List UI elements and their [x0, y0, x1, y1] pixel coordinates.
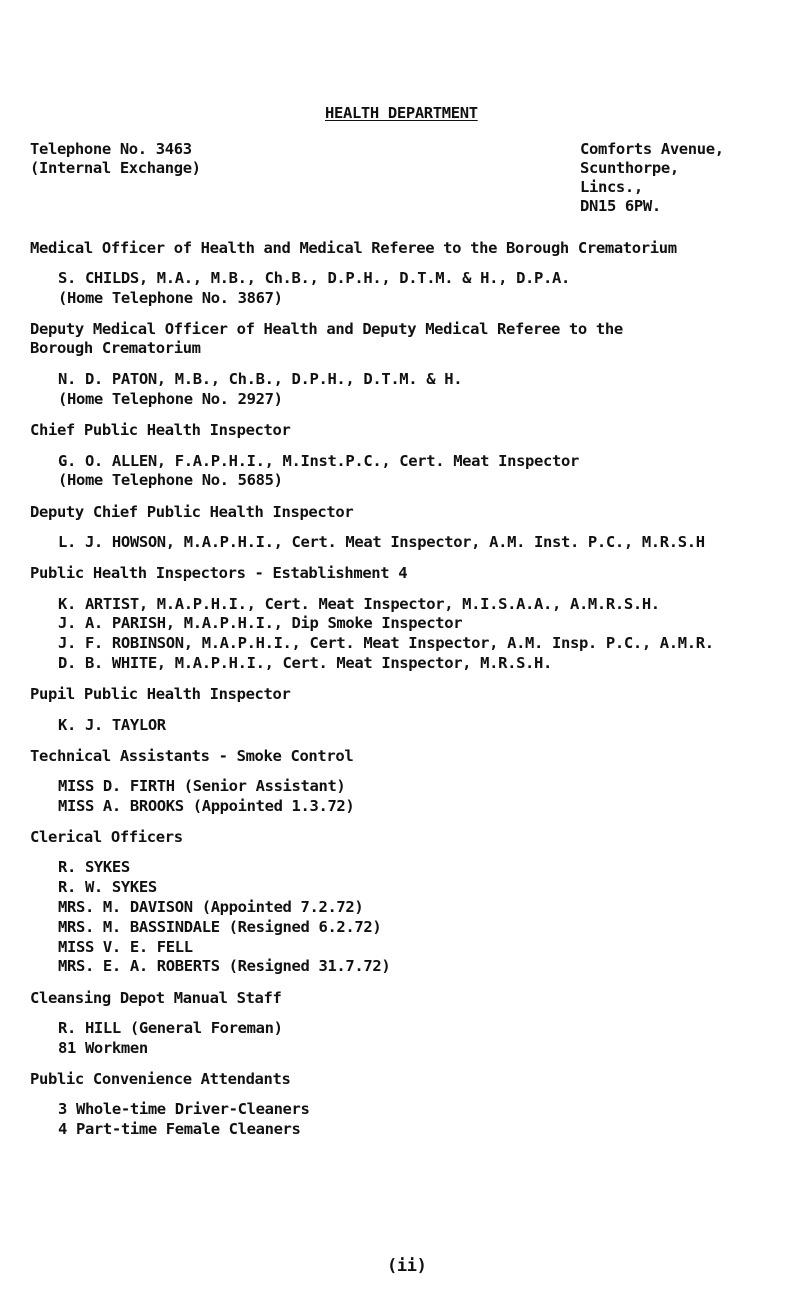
staff-line: MRS. M. DAVISON (Appointed 7.2.72) [58, 898, 364, 916]
section-heading: Deputy Chief Public Health Inspector [30, 503, 354, 521]
staff-line: R. W. SYKES [58, 878, 157, 896]
staff-line: MISS V. E. FELL [58, 938, 193, 956]
staff-line: J. A. PARISH, M.A.P.H.I., Dip Smoke Inspector [58, 614, 463, 632]
staff-line: 3 Whole-time Driver-Cleaners [58, 1100, 310, 1118]
section-heading: Public Convenience Attendants [30, 1070, 291, 1088]
staff-line: 4 Part-time Female Cleaners [58, 1120, 301, 1138]
staff-line: L. J. HOWSON, M.A.P.H.I., Cert. Meat Inspector, A.M. Inst. P.C., M.R.S.H [58, 533, 705, 551]
staff-line: (Home Telephone No. 5685) [58, 471, 283, 489]
address-line: Scunthorpe, [580, 159, 679, 177]
section-heading: Pupil Public Health Inspector [30, 685, 291, 703]
staff-line: MRS. E. A. ROBERTS (Resigned 31.7.72) [58, 957, 391, 975]
section-heading: Cleansing Depot Manual Staff [30, 989, 282, 1007]
staff-line: MISS A. BROOKS (Appointed 1.3.72) [58, 797, 355, 815]
section-heading: Medical Officer of Health and Medical Referee to the Borough Crematorium [30, 239, 677, 257]
page-title: HEALTH DEPARTMENT [325, 104, 478, 122]
address-line: Lincs., [580, 178, 643, 196]
staff-line: R. HILL (General Foreman) [58, 1019, 283, 1037]
staff-line: R. SYKES [58, 858, 130, 876]
staff-line: J. F. ROBINSON, M.A.P.H.I., Cert. Meat Inspector, A.M. Insp. P.C., A.M.R. [58, 634, 714, 652]
staff-line: S. CHILDS, M.A., M.B., Ch.B., D.P.H., D.T.M. & H., D.P.A. [58, 269, 570, 287]
staff-line: K. ARTIST, M.A.P.H.I., Cert. Meat Inspector, M.I.S.A.A., A.M.R.S.H. [58, 595, 660, 613]
staff-line: (Home Telephone No. 3867) [58, 289, 283, 307]
staff-line: N. D. PATON, M.B., Ch.B., D.P.H., D.T.M. & H. [58, 370, 463, 388]
section-heading: Borough Crematorium [30, 339, 201, 357]
section-heading: Clerical Officers [30, 828, 183, 846]
telephone-number: Telephone No. 3463 [30, 140, 192, 158]
telephone-exchange: (Internal Exchange) [30, 159, 201, 177]
staff-line: (Home Telephone No. 2927) [58, 390, 283, 408]
staff-line: MISS D. FIRTH (Senior Assistant) [58, 777, 346, 795]
address-line: Comforts Avenue, [580, 140, 724, 158]
staff-line: K. J. TAYLOR [58, 716, 166, 734]
staff-line: MRS. M. BASSINDALE (Resigned 6.2.72) [58, 918, 382, 936]
page-number: (ii) [387, 1256, 427, 1276]
staff-line: D. B. WHITE, M.A.P.H.I., Cert. Meat Inspector, M.R.S.H. [58, 654, 552, 672]
address-line: DN15 6PW. [580, 197, 661, 215]
section-heading: Public Health Inspectors - Establishment 4 [30, 564, 408, 582]
staff-line: G. O. ALLEN, F.A.P.H.I., M.Inst.P.C., Cert. Meat Inspector [58, 452, 579, 470]
section-heading: Deputy Medical Officer of Health and Deputy Medical Referee to the [30, 320, 623, 338]
section-heading: Technical Assistants - Smoke Control [30, 747, 354, 765]
section-heading: Chief Public Health Inspector [30, 421, 291, 439]
staff-line: 81 Workmen [58, 1039, 148, 1057]
